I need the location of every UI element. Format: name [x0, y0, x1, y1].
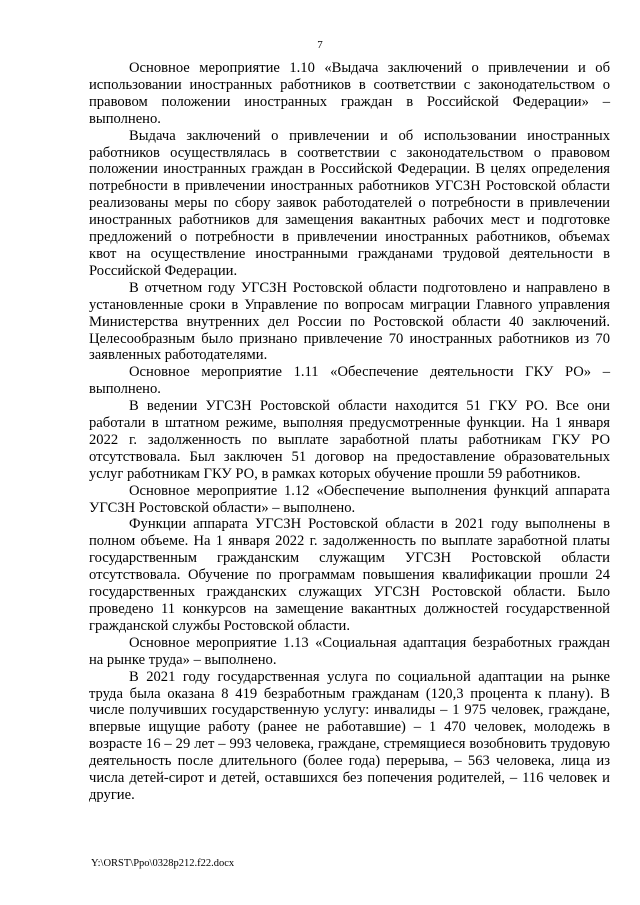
paragraph-foreign-workers: Выдача заключений о привлечении и об использовании иностранных работников осуществлялась в соответствии с законодательством о правовом положении иностранных граждан в Российской Федерации. В целях определения потребности в привлечении иностранных работников УГСЗН Ростовской области реализованы меры по сбору заявок работодателей о потребности в привлечении иностранных работников для замещения вакантных рабочих мест и подготовке предложений о потребности в привлечении иностранных работников, объемах квот на осуществление иностранными гражданами трудовой деятельности в Российской Федерации. [89, 127, 610, 279]
paragraph-apparatus-functions: Функции аппарата УГСЗН Ростовской области в 2021 году выполнены в полном объеме. На 1 января 2022 г. задолженность по выплате заработной платы государственным гражданским служащим УГСЗН Ростовской области отсутствовала. Обучение по программам повышения квалификации прошли 24 государственных гражданских служащих УГСЗН Ростовской области. Было проведено 11 конкурсов на замещение вакантных должностей государственной гражданской службы Ростовской области. [89, 516, 610, 634]
paragraph-measure-1-10: Основное мероприятие 1.10 «Выдача заключений о привлечении и об использовании иностранных работников в соответствии с законодательством о правовом положении иностранных граждан в Российской Федерации» – выполнено. [89, 60, 610, 127]
paragraph-measure-1-13: Основное мероприятие 1.13 «Социальная адаптация безработных граждан на рынке труда» – выполнено. [89, 634, 610, 668]
paragraph-measure-1-11: Основное мероприятие 1.11 «Обеспечение деятельности ГКУ РО» – выполнено. [89, 364, 610, 398]
footer-file-path: Y:\ORST\Ppo\0328p212.f22.docx [91, 858, 235, 869]
paragraph-conclusions-count: В отчетном году УГСЗН Ростовской области подготовлено и направлено в установленные сроки в Управление по вопросам миграции Главного управления Министерства внутренних дел России по Ростовской области 40 заключений. Целесообразным было признано привлечение 70 иностранных работников из 70 заявленных работодателями. [89, 279, 610, 364]
paragraph-gku-ro: В ведении УГСЗН Ростовской области находится 51 ГКУ РО. Все они работали в штатном режиме, выполняя предусмотренные функции. На 1 января 2022 г. задолженность по выплате заработной платы работникам ГКУ РО отсутствовала. Был заключен 51 договор на предоставление образовательных услуг работникам ГКУ РО, в рамках которых обучение прошли 59 работников. [89, 398, 610, 482]
paragraph-social-adaptation: В 2021 году государственная услуга по социальной адаптации на рынке труда была оказана 8 419 безработным гражданам (120,3 процента к плану). В числе получивших государственную услугу: инвалиды – 1 975 человек, граждане, впервые ищущие работу (ранее не работавшие) – 1 470 человек, молодежь в возрасте 16 – 29 лет – 993 человека, граждане, стремящиеся возобновить трудовую деятельность после длительного (более года) перерыва, – 563 человека, лица из числа детей-сирот и детей, оставшихся без попечения родителей, – 116 человек и другие. [89, 668, 610, 803]
document-body [89, 60, 610, 804]
page-number: 7 [317, 39, 323, 51]
paragraph-measure-1-12: Основное мероприятие 1.12 «Обеспечение выполнения функций аппарата УГСЗН Ростовской области» – выполнено. [89, 482, 610, 516]
